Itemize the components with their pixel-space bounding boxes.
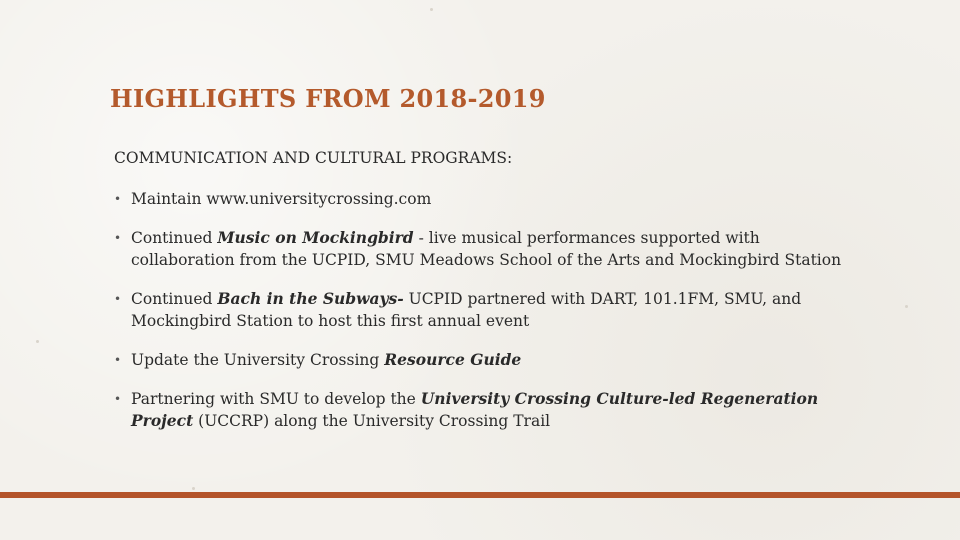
bullet-text: Maintain www.universitycrossing.com — [131, 190, 432, 208]
bullet-icon: • — [114, 392, 122, 406]
bullet-text: UCPID partnered with DART, 101.1FM, SMU, and Mockingbird Station to host this first annual event — [131, 290, 802, 330]
bullet-list — [114, 188, 854, 449]
bullet-item — [114, 227, 854, 271]
bullet-item — [114, 188, 854, 210]
bullet-text: Continued — [131, 290, 218, 308]
program-name: University Crossing Culture-led Regeneration Project — [131, 389, 819, 430]
texture-speck — [905, 305, 908, 308]
program-name: Music on Mockingbird — [217, 228, 414, 247]
bullet-text: - live musical performances supported with collaboration from the UCPID, SMU Meadows School of the Arts and Mockingbird Station — [131, 229, 842, 269]
bullet-text: Partnering with SMU to develop the — [131, 390, 421, 408]
bullet-item — [114, 388, 854, 432]
texture-speck — [36, 340, 39, 343]
bullet-icon: • — [114, 231, 122, 245]
bullet-item — [114, 288, 854, 332]
texture-speck — [430, 8, 433, 11]
bullet-icon: • — [114, 192, 122, 206]
section-heading: COMMUNICATION AND CULTURAL PROGRAMS: — [114, 149, 513, 167]
program-name: Resource Guide — [384, 350, 522, 369]
bullet-icon: • — [114, 292, 122, 306]
bullet-text: Continued — [131, 229, 218, 247]
slide-title: HIGHLIGHTS FROM 2018-2019 — [110, 84, 546, 113]
program-name: Bach in the Subways- — [217, 289, 404, 308]
bullet-text: (UCCRP) along the University Crossing Trail — [193, 412, 551, 430]
accent-bar — [0, 492, 960, 498]
texture-speck — [192, 487, 195, 490]
bullet-item — [114, 349, 854, 371]
bullet-text: Update the University Crossing — [131, 351, 385, 369]
bullet-icon: • — [114, 353, 122, 367]
